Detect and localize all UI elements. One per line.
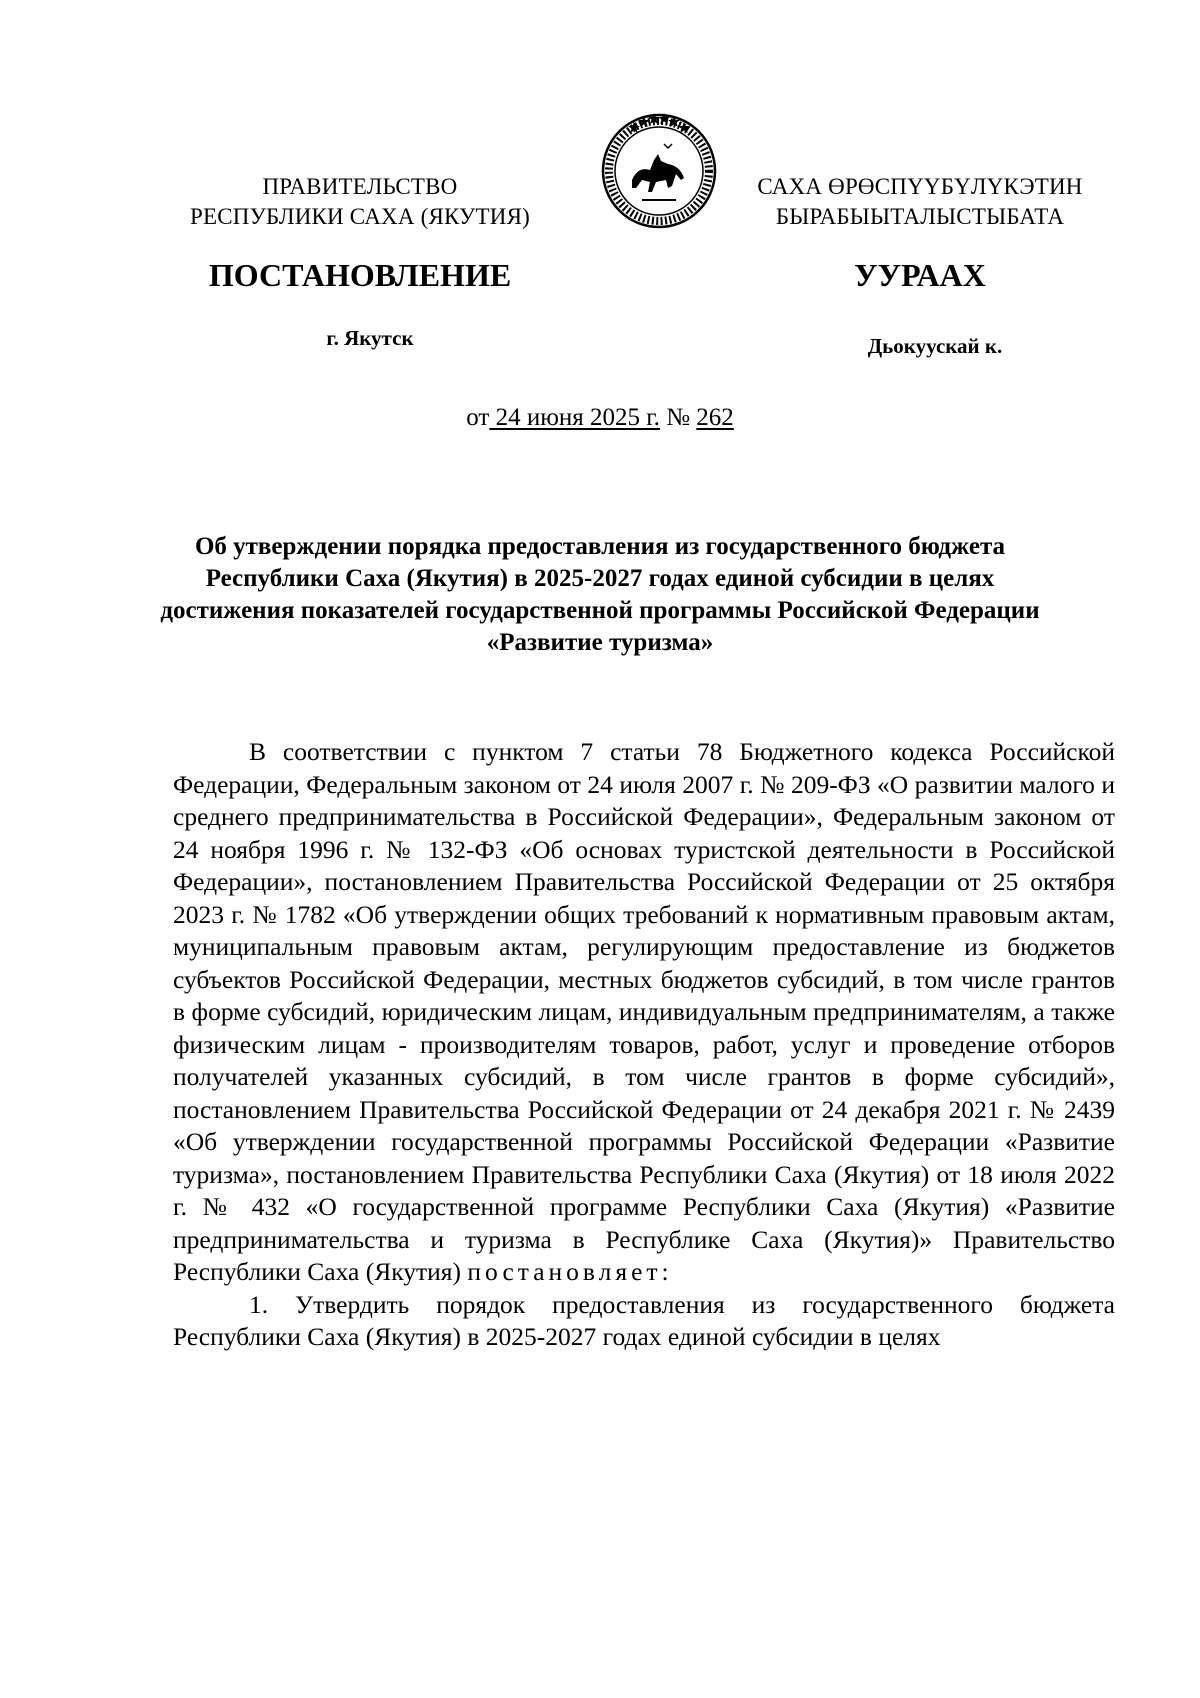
date-value: 24 июня 2025 г. <box>489 404 660 431</box>
coat-of-arms-sakha-icon <box>598 108 720 230</box>
preamble-text: В соответствии с пунктом 7 статьи 78 Бюджетного кодекса Российской Федерации, Федеральным законом от 24 июля 2007 г. № 209-ФЗ «О развитии малого и среднего предпринимательства в Российской Федерации», Федеральным законом от 24 ноября 1996 г. № 132-ФЗ «Об основах туристской деятельности в Российской Федерации», постановлением Правительства Российской Федерации от 25 октября 2023 г. № 1782 «Об утверждении общих требований к нормативным правовым актам, муниципальным правовым актам, регулирующим предоставление из бюджетов субъектов Российской Федерации, местных бюджетов субсидий, в том числе грантов в форме субсидий, юридическим лицам, индивидуальным предпринимателям, а также физическим лицам - производителям товаров, работ, услуг и проведение отборов получателей указанных субсидий, в том числе грантов в форме субсидий», постановлением Правительства Российской Федерации от 24 декабря 2021 г. № 2439 «Об утверждении государственной программы Российской Федерации «Развитие туризма», постановлением Правительства Республики Саха (Якутия) от 18 июля 2022 г. № 432 «О государственной программе Республики Саха (Якутия) «Развитие предпринимательства и туризма в Республике Саха (Якутия)» Правительство Республики Саха (Якутия) <box>173 737 1115 1286</box>
date-prefix: от <box>466 404 490 431</box>
decree-word: постановляет: <box>467 1257 673 1286</box>
header-left-block <box>150 172 570 232</box>
header-right-block <box>725 172 1115 232</box>
city-sakha: Дьокуускай к. <box>867 334 1003 358</box>
document-title: Об утверждении порядка предоставления из государственного бюджета Республики Саха (Якутия) в 2025-2027 годах единой субсидии в целях достижения показателей государственной программы Российской Федерации «Развитие туризма» <box>160 533 1040 656</box>
number-sign: № <box>659 404 697 431</box>
paragraph-item-1: 1. Утвердить порядок предоставления из государственного бюджета Республики Саха (Якутия) в 2025-2027 годах единой субсидии в целях <box>173 1289 1115 1351</box>
city-ru: г. Якутск <box>326 326 414 350</box>
document-body <box>173 736 1115 1354</box>
paragraph-preamble <box>173 736 1115 1289</box>
doc-type-ru: ПОСТАНОВЛЕНИЕ <box>208 257 512 293</box>
header-right-line2: БЫРАБЫЫТАЛЫСТЫБАТА <box>775 204 1065 229</box>
header-left-line1: ПРАВИТЕЛЬСТВО <box>262 174 458 199</box>
doc-type-sakha: УУРААХ <box>854 257 986 293</box>
header-left-line2: РЕСПУБЛИКИ САХА (ЯКУТИЯ) <box>189 204 531 229</box>
decree-number: 262 <box>696 404 734 431</box>
header-right-line1: САХА ӨРӨСПҮҮБҮЛҮКЭТИН <box>757 174 1083 199</box>
dateline <box>300 402 900 434</box>
